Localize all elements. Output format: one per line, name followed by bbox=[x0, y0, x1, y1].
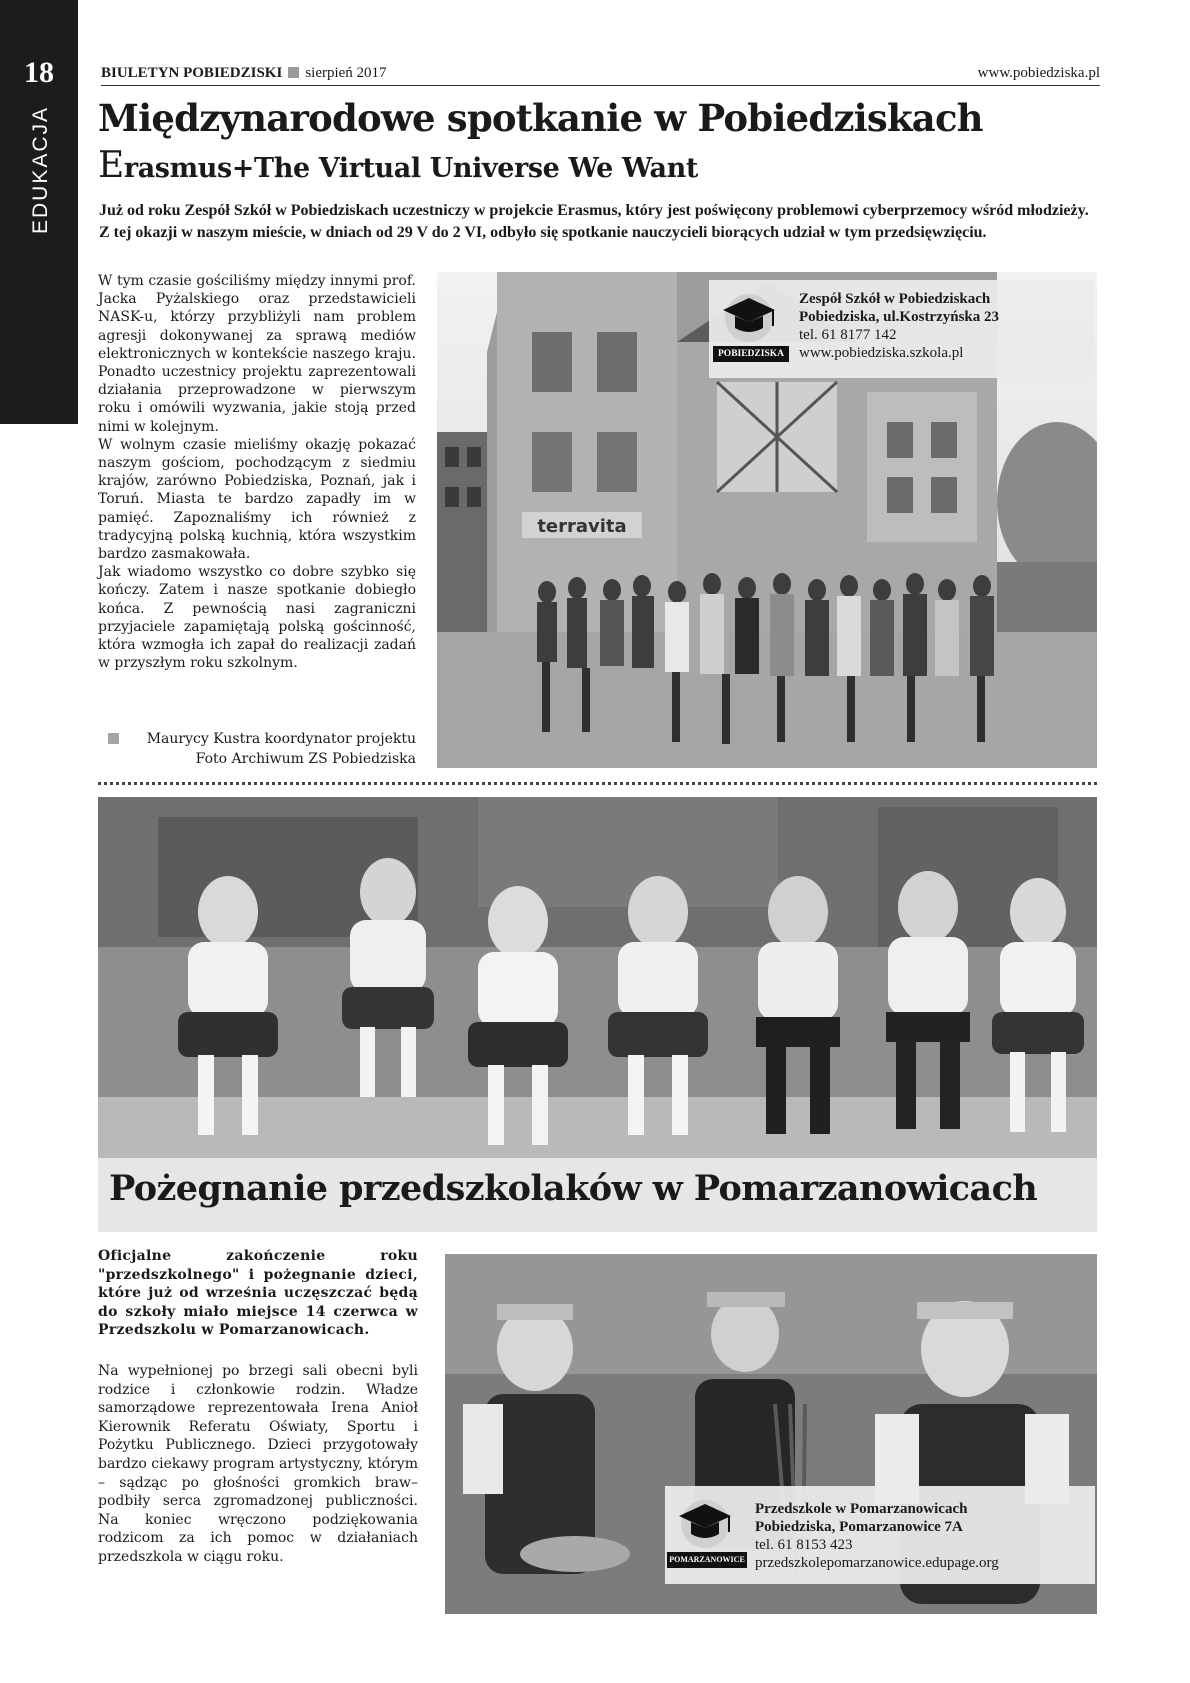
header-rule bbox=[101, 85, 1100, 86]
article-title: Pożegnanie przedszkolaków w Pomarzanowicach bbox=[109, 1168, 1038, 1209]
group-photo bbox=[437, 272, 1097, 768]
article-body bbox=[98, 272, 416, 672]
section-label: EDUKACJA bbox=[29, 105, 52, 235]
publication-name: BIULETYN POBIEDZISKI bbox=[101, 65, 283, 81]
paragraph: W tym czasie gościliśmy między innymi prof. Jacka Pyżalskiego oraz przedstawicieli NASK-u, którzy przybliżyli nam problem agresji dokonywanej za sprawą mediów elektronicznych w kontekście naszego kraju. Ponadto uczestnicy projektu zaprezentowali działania przeprowadzone w pierwszym roku i omówili wyzwania, jakie stoją przed nimi w kolejnym. bbox=[98, 273, 416, 435]
school-info-box bbox=[709, 280, 1094, 378]
article-subtitle: Erasmus+The Virtual Universe We Want bbox=[98, 145, 698, 186]
school-website[interactable]: www.pobiedziska.szkola.pl bbox=[799, 345, 964, 361]
credit-square bbox=[108, 733, 119, 744]
preschool-address: Pobiedziska, Pomarzanowice 7A bbox=[755, 1519, 963, 1535]
separator-square bbox=[288, 67, 299, 78]
location-badge: POBIEDZISKA bbox=[713, 346, 789, 362]
page-number: 18 bbox=[24, 56, 54, 89]
article-title: Międzynarodowe spotkanie w Pobiedziskach bbox=[98, 96, 983, 140]
paragraph: Jak wiadomo wszystko co dobre szybko się kończy. Zatem i nasze spotkanie dobiegło końca. Z pewnością nasi zagraniczni przyjaciele zapamiętają polską gościnność, która wzmogła ich zapał do realizacji zadań w przyszłym roku szkolnym. bbox=[98, 564, 416, 672]
preschool-phone: tel. 61 8153 423 bbox=[755, 1537, 853, 1553]
photo-credit: Foto Archiwum ZS Pobiedziska bbox=[195, 751, 416, 767]
article-body: Na wypełnionej po brzegi sali obecni byli rodzice i członkowie rodzin. Władze samorządowe reprezentowała Irena Anioł Kierownik Referatu Oświaty, Sportu i Pożytku Publicznego. Dzieci przygotowały bardzo ciekawy program artystyczny, którym – sądząc po głośności gromkich braw–podbiły serca zgromadzonej publiczności. Na koniec wręczono podziękowania rodzicom za ich pomoc w działaniach przedszkola w ciągu roku. bbox=[98, 1363, 418, 1565]
paragraph: W wolnym czasie mieliśmy okazję pokazać naszym gościom, pochodzącym z siedmiu krajów, zarówno Pobiedziska, Poznań, jak i Toruń. Miasta te bardzo zapadły im w pamięć. Zapoznaliśmy ich również z tradycyjną polską kuchnią, która wszystkim bardzo zasmakowała. bbox=[98, 436, 416, 563]
running-header bbox=[101, 65, 387, 82]
school-name: Zespół Szkół w Pobiedziskach bbox=[799, 291, 991, 307]
issue-date: sierpień 2017 bbox=[305, 65, 387, 81]
graduation-cap-icon bbox=[717, 288, 781, 344]
children-photo bbox=[98, 797, 1097, 1159]
section-divider bbox=[98, 782, 1097, 785]
mural-sign: terravita bbox=[537, 516, 627, 537]
article-lead: Już od roku Zespół Szkół w Pobiedziskach uczestniczy w projekcie Erasmus, który jest poświęcony problemowi cyberprzemocy wśród młodzieży. Z tej okazji w naszym mieście, w dniach od 29 V do 2 VI, odbyło się spotkanie nauczycieli biorących udział w tym przedsięwzięciu. bbox=[99, 202, 1089, 241]
graduation-cap-icon bbox=[673, 1494, 737, 1550]
location-badge: POMARZANOWICE bbox=[667, 1552, 747, 1568]
website-link[interactable]: www.pobiedziska.pl bbox=[977, 65, 1100, 81]
preschool-info-box bbox=[665, 1486, 1095, 1584]
school-address: Pobiedziska, ul.Kostrzyńska 23 bbox=[799, 309, 1000, 325]
preschool-contact bbox=[755, 1500, 999, 1572]
school-contact bbox=[799, 290, 999, 362]
costume-photo bbox=[445, 1254, 1097, 1614]
preschool-website[interactable]: przedszkolepomarzanowice.edupage.org bbox=[755, 1555, 999, 1571]
preschool-name: Przedszkole w Pomarzanowicach bbox=[755, 1501, 968, 1517]
article-credit bbox=[108, 729, 416, 769]
author: Maurycy Kustra koordynator projektu bbox=[146, 731, 416, 747]
school-phone: tel. 61 8177 142 bbox=[799, 327, 897, 343]
article-lead: Oficjalne zakończenie roku "przedszkolnego" i pożegnanie dzieci, które już od września uczęszczać będą do szkoły miało miejsce 14 czerwca w Przedszkolu w Pomarzanowicach. bbox=[98, 1248, 418, 1339]
